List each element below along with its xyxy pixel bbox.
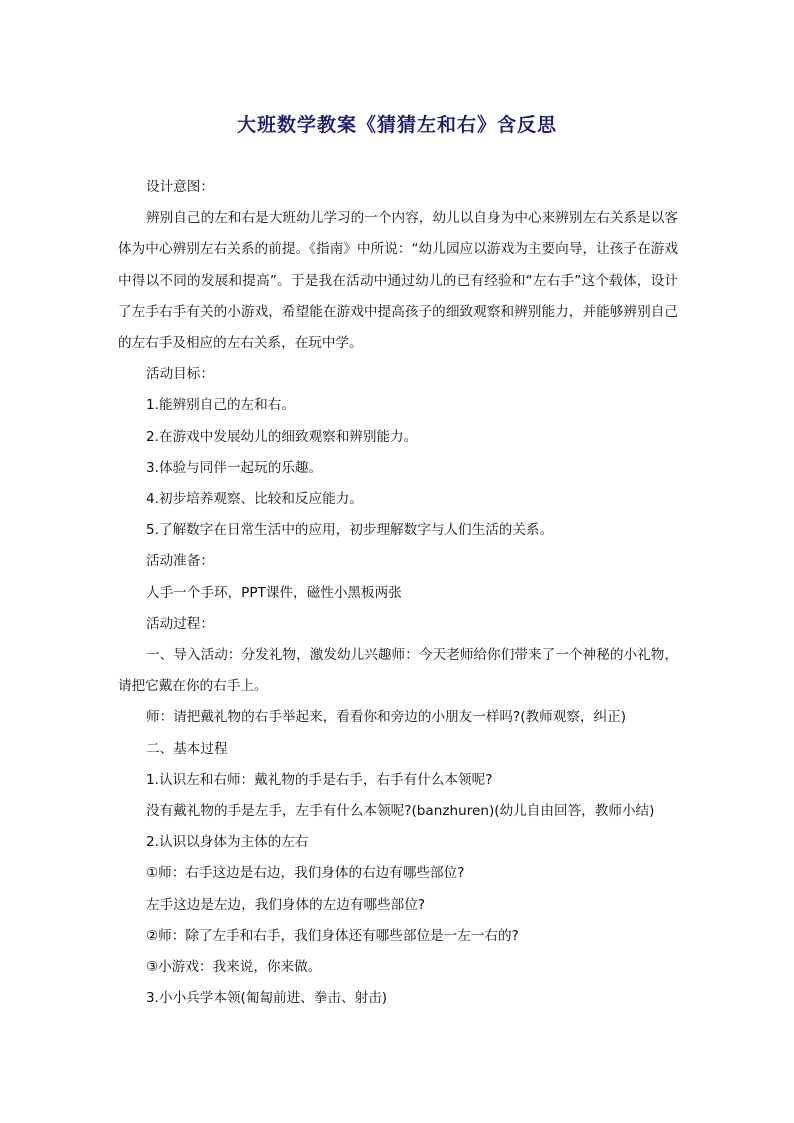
- process-paragraph: 师：请把戴礼物的右手举起来，看看你和旁边的小朋友一样吗?(教师观察，纠正): [146, 709, 627, 726]
- process-paragraph: 1.认识左和右师：戴礼物的手是右手，右手有什么本领呢?: [146, 771, 493, 788]
- section-heading-process: 活动过程：: [146, 615, 214, 632]
- goal-item: 4.初步培养观察、比较和反应能力。: [146, 491, 363, 508]
- goal-item: 3.体验与同伴一起玩的乐趣。: [146, 459, 323, 476]
- process-paragraph: 二、基本过程: [146, 740, 228, 757]
- process-paragraph: 左手这边是左边，我们身体的左边有哪些部位?: [146, 896, 426, 913]
- goal-item: 5.了解数字在日常生活中的应用，初步理解数字与人们生活的关系。: [146, 522, 554, 539]
- goal-item: 2.在游戏中发展幼儿的细致观察和辨别能力。: [146, 428, 418, 445]
- process-paragraph: 2.认识以身体为主体的左右: [146, 834, 309, 851]
- process-paragraph: ③小游戏：我来说，你来做。: [146, 959, 322, 976]
- section-heading-goals: 活动目标：: [146, 366, 214, 383]
- process-paragraph: ①师：右手这边是右边，我们身体的右边有哪些部位?: [146, 865, 465, 882]
- paragraph-design-intent: 辨别自己的左和右是大班幼儿学习的一个内容，幼儿以自身为中心来辨别左右关系是以客体为中心辨别左右关系的前提。《指南》中所说：“幼儿园应以游戏为主要向导，让孩子在游戏中得以不同的发展和提高”。于是我在活动中通过幼儿的已有经验和“左右手”这个载体，设计了左手右手有关的小游戏，希望能在游戏中提高孩子的细致观察和辨别能力，并能够辨别自己的左右手及相应的左右关系，在玩中学。: [118, 210, 678, 352]
- process-paragraph: 没有戴礼物的手是左手，左手有什么本领呢?(banzhuren)(幼儿自由回答，教师小结): [146, 803, 655, 820]
- section-heading-preparation: 活动准备：: [146, 553, 214, 570]
- preparation-text: 人手一个手环，PPT课件，磁性小黑板两张: [146, 584, 402, 601]
- process-paragraph: 一、导入活动：分发礼物，激发幼儿兴趣师：今天老师给你们带来了一个神秘的小礼物，请把它戴在你的右手上。: [118, 647, 678, 695]
- goal-item: 1.能辨别自己的左和右。: [146, 397, 295, 414]
- document-title: 大班数学教案《猜猜左和右》含反思: [236, 114, 557, 136]
- document-body: [118, 172, 678, 1014]
- process-paragraph: ②师：除了左手和右手，我们身体还有哪些部位是一左一右的?: [146, 927, 519, 944]
- section-heading-design-intent: 设计意图：: [146, 179, 214, 195]
- process-paragraph: 3.小小兵学本领(匍匐前进、拳击、射击): [146, 990, 388, 1007]
